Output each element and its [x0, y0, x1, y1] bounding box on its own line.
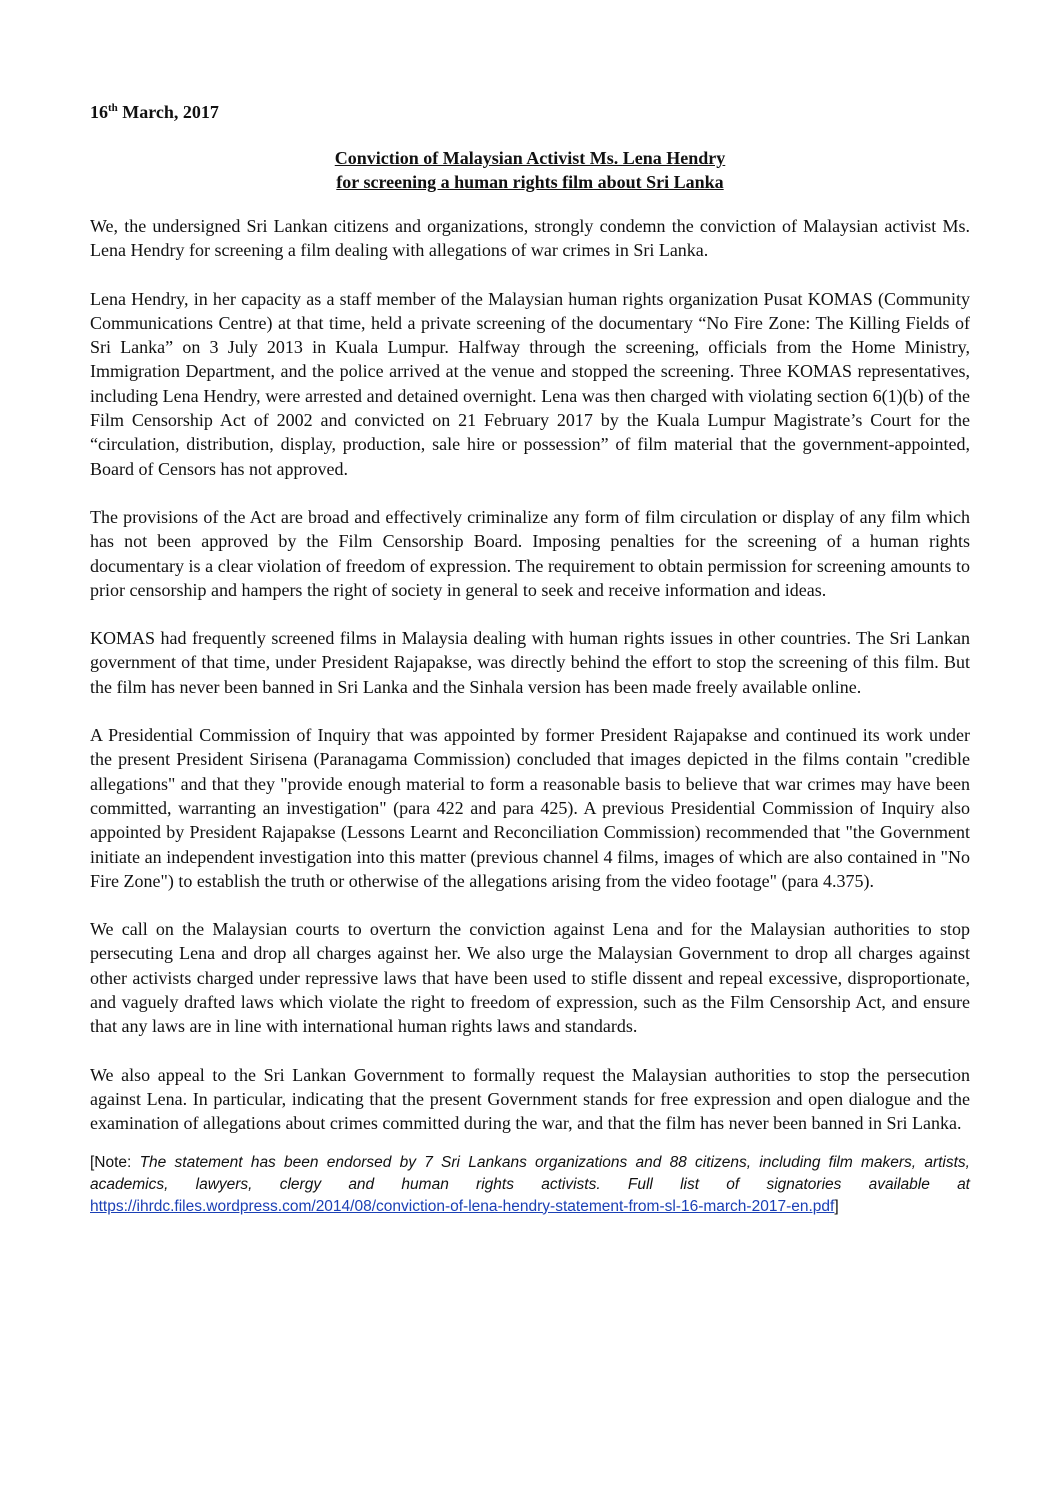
date-day: 16 — [90, 102, 108, 122]
paragraph-2: Lena Hendry, in her capacity as a staff member of the Malaysian human rights organization Pusat KOMAS (Community Communications Centre) at that time, held a private screening of the documentary “No Fire Zone: The Killing Fields of Sri Lanka” on 3 July 2013 in Kuala Lumpur. Halfway through the screening, officials from the Home Ministry, Immigration Department, and the police arrived at the venue and stopped the screening. Three KOMAS representatives, including Lena Hendry, were arrested and detained overnight. Lena was then charged with violating section 6(1)(b) of the Film Censorship Act of 2002 and convicted on 21 February 2017 by the Kuala Lumpur Magistrate’s Court for the “circulation, distribution, display, production, sale hire or possession” of film material that the government-appointed, Board of Censors has not approved. — [90, 288, 970, 479]
signatories-note — [90, 1152, 970, 1218]
document-date — [90, 100, 970, 124]
title-line-2: for screening a human rights film about Sri Lanka — [336, 172, 724, 192]
paragraph-4: KOMAS had frequently screened films in Malaysia dealing with human rights issues in other countries. The Sri Lankan government of that time, under President Rajapakse, was directly behind the effort to stop the screening of this film. But the film has never been banned in Sri Lanka and the Sinhala version has been made freely available online. — [90, 628, 970, 697]
paragraph-3: The provisions of the Act are broad and effectively criminalize any form of film circulation or display of any film which has not been approved by the Film Censorship Board. Imposing penalties for the screening of a human rights documentary is a clear violation of freedom of expression. The requirement to obtain permission for screening amounts to prior censorship and hampers the right of society in general to seek and receive information and ideas. — [90, 506, 970, 600]
note-close: ] — [834, 1197, 839, 1215]
title-line-1: Conviction of Malaysian Activist Ms. Lena Hendry — [334, 148, 726, 168]
note-open: [Note: — [90, 1153, 140, 1171]
note-text: The statement has been endorsed by 7 Sri Lankans organizations and 88 citizens, including film makers, artists, academics, lawyers, clergy and human rights activists. Full list of signatories available at — [90, 1153, 970, 1193]
date-suffix: th — [108, 102, 118, 114]
date-rest: March, 2017 — [117, 102, 219, 122]
document-page — [90, 100, 970, 1218]
signatories-link[interactable]: https://ihrdc.files.wordpress.com/2014/08/conviction-of-lena-hendry-statement-from-sl-16-march-2017-en.pdf — [90, 1197, 835, 1215]
paragraph-5: A Presidential Commission of Inquiry that was appointed by former President Rajapakse and continued its work under the present President Sirisena (Paranagama Commission) concluded that images depicted in the films contain "credible allegations" and that they "provide enough material to form a reasonable basis to believe that war crimes may have been committed, warranting an investigation" (para 422 and para 425). A previous Presidential Commission of Inquiry also appointed by President Rajapakse (Lessons Learnt and Reconciliation Commission) recommended that "the Government initiate an independent investigation into this matter (previous channel 4 films, images of which are also contained in "No Fire Zone") to establish the truth or otherwise of the allegations arising from the video footage" (para 4.375). — [90, 725, 970, 891]
paragraph-1: We, the undersigned Sri Lankan citizens and organizations, strongly condemn the conviction of Malaysian activist Ms. Lena Hendry for screening a film dealing with allegations of war crimes in Sri Lanka. — [90, 216, 970, 261]
paragraph-6: We call on the Malaysian courts to overturn the conviction against Lena and for the Malaysian authorities to stop persecuting Lena and drop all charges against her. We also urge the Malaysian Government to drop all charges against other activists charged under repressive laws that have been used to stifle dissent and repeal excessive, disproportionate, and vaguely drafted laws which violate the right to freedom of expression, such as the Film Censorship Act, and ensure that any laws are in line with international human rights laws and standards. — [90, 919, 970, 1037]
document-title — [90, 146, 970, 194]
paragraph-7: We also appeal to the Sri Lankan Government to formally request the Malaysian authorities to stop the persecution against Lena. In particular, indicating that the present Government stands for free expression and open dialogue and the examination of allegations about crimes committed during the war, and that the film has never been banned in Sri Lanka. — [90, 1064, 970, 1134]
